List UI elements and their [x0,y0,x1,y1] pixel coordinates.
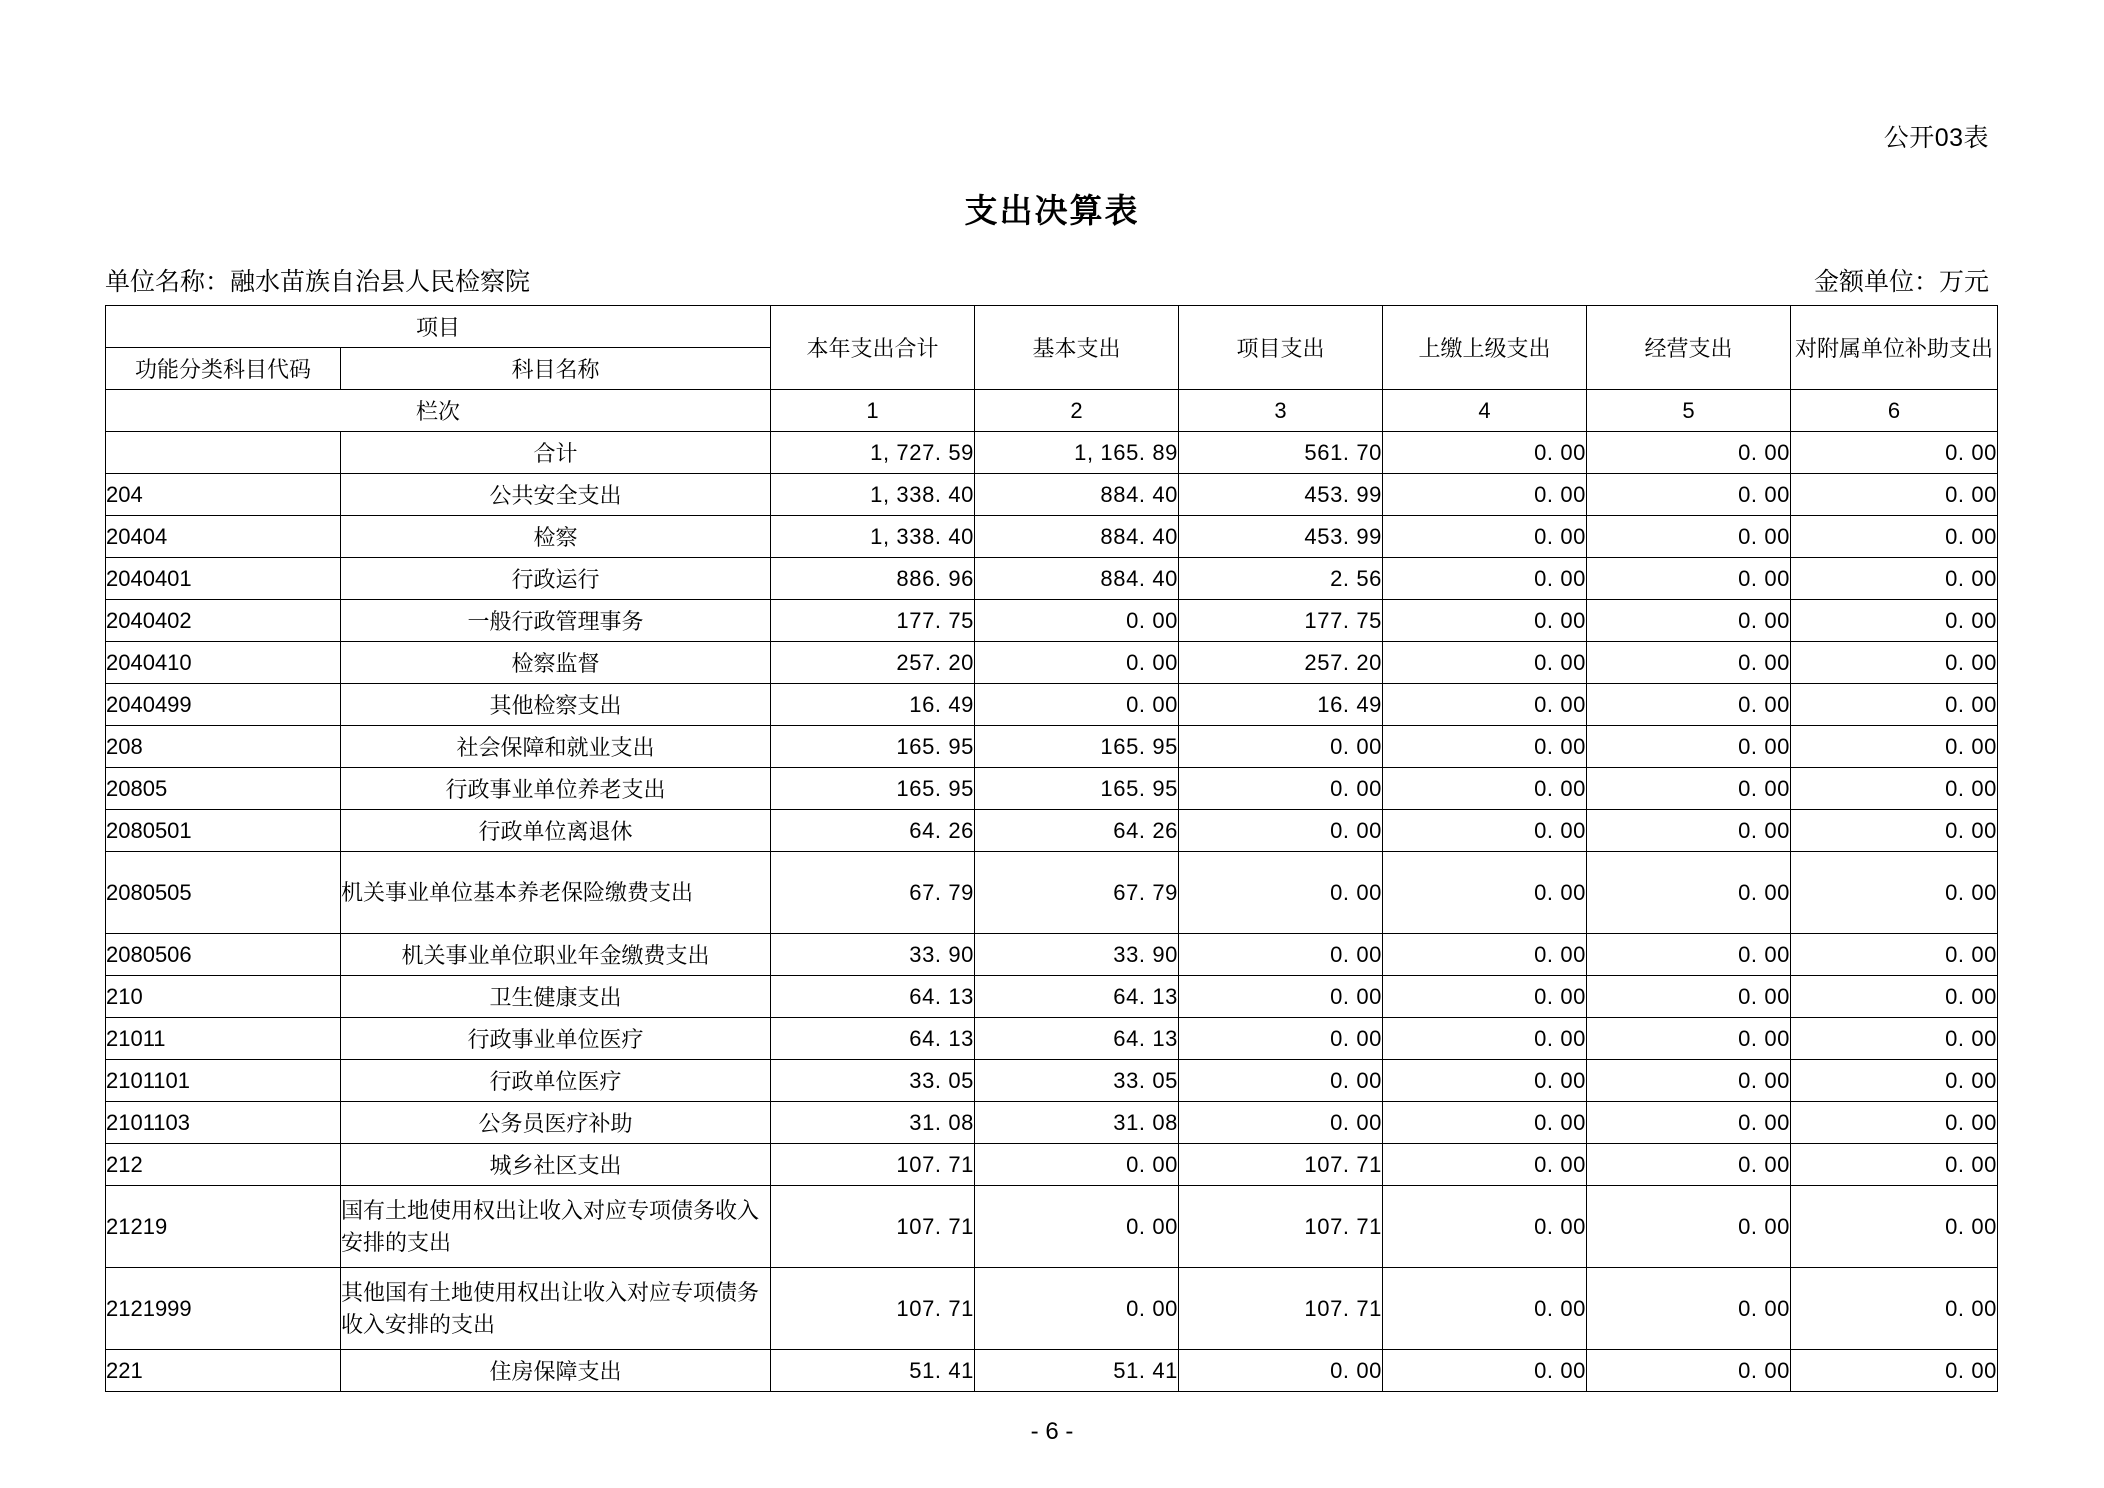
table-row [106,684,1998,726]
cell-value: 2. 56 [1179,558,1383,600]
cell-value: 0. 00 [1383,516,1587,558]
page-number: - 6 - [1030,1418,1074,1445]
cell-value: 107. 71 [1179,1144,1383,1186]
table-column-index-row [106,390,1998,432]
cell-name: 机关事业单位职业年金缴费支出 [341,934,771,976]
cell-value: 165. 95 [771,726,975,768]
column-index-5: 5 [1587,390,1791,432]
table-header-row-1 [106,306,1998,348]
cell-value: 0. 00 [1791,1268,1998,1350]
cell-value: 0. 00 [1587,810,1791,852]
cell-value: 0. 00 [1587,1186,1791,1268]
cell-value: 0. 00 [975,1144,1179,1186]
cell-value: 0. 00 [1791,432,1998,474]
cell-name: 城乡社区支出 [341,1144,771,1186]
cell-value: 0. 00 [975,684,1179,726]
cell-value: 177. 75 [1179,600,1383,642]
table-row [106,1060,1998,1102]
cell-code: 2040499 [106,684,341,726]
cell-value: 0. 00 [1587,600,1791,642]
table-row [106,642,1998,684]
cell-value: 33. 90 [771,934,975,976]
cell-value: 0. 00 [1791,1186,1998,1268]
cell-value: 0. 00 [1587,1060,1791,1102]
cell-value: 0. 00 [1179,976,1383,1018]
col-header-code: 功能分类科目代码 [106,348,341,390]
table-row [106,1268,1998,1350]
cell-value: 165. 95 [771,768,975,810]
cell-value: 453. 99 [1179,474,1383,516]
cell-code: 2101103 [106,1102,341,1144]
cell-value: 64. 26 [771,810,975,852]
cell-value: 0. 00 [1791,726,1998,768]
cell-value: 16. 49 [771,684,975,726]
cell-value: 0. 00 [1587,432,1791,474]
cell-value: 51. 41 [771,1350,975,1392]
col-header-3: 上缴上级支出 [1383,306,1587,390]
table-row [106,768,1998,810]
cell-value: 0. 00 [1383,1102,1587,1144]
cell-value: 0. 00 [1383,684,1587,726]
cell-value: 0. 00 [1179,852,1383,934]
cell-value: 107. 71 [771,1268,975,1350]
table-row [106,1144,1998,1186]
cell-code: 20404 [106,516,341,558]
cell-value: 453. 99 [1179,516,1383,558]
cell-value: 33. 05 [975,1060,1179,1102]
cell-value: 0. 00 [1791,474,1998,516]
cell-code: 2040402 [106,600,341,642]
cell-value: 0. 00 [1791,516,1998,558]
cell-code: 2040401 [106,558,341,600]
cell-name: 其他国有土地使用权出让收入对应专项债务收入安排的支出 [341,1268,771,1350]
cell-value: 0. 00 [1587,1018,1791,1060]
cell-name: 公务员医疗补助 [341,1102,771,1144]
cell-value: 0. 00 [1587,852,1791,934]
table-row [106,474,1998,516]
cell-value: 64. 13 [975,976,1179,1018]
cell-value: 0. 00 [1179,1018,1383,1060]
cell-value: 1, 338. 40 [771,474,975,516]
cell-value: 0. 00 [1587,726,1791,768]
cell-value: 0. 00 [1383,432,1587,474]
cell-value: 0. 00 [1791,1102,1998,1144]
cell-value: 0. 00 [1791,852,1998,934]
cell-value: 0. 00 [1383,558,1587,600]
cell-value: 64. 13 [771,1018,975,1060]
cell-value: 0. 00 [1587,976,1791,1018]
cell-value: 0. 00 [1791,642,1998,684]
cell-name: 行政运行 [341,558,771,600]
column-index-4: 4 [1383,390,1587,432]
unit-name-label: 单位名称：融水苗族自治县人民检察院 [105,268,531,296]
cell-code: 210 [106,976,341,1018]
cell-value: 177. 75 [771,600,975,642]
cell-value: 0. 00 [1587,642,1791,684]
cell-value: 0. 00 [1179,768,1383,810]
cell-name: 合计 [341,432,771,474]
cell-value: 64. 13 [975,1018,1179,1060]
cell-value: 0. 00 [1791,1350,1998,1392]
cell-value: 0. 00 [1791,934,1998,976]
cell-value: 257. 20 [1179,642,1383,684]
cell-value: 0. 00 [1179,726,1383,768]
cell-value: 0. 00 [975,1268,1179,1350]
meta-row [105,262,1989,296]
cell-value: 0. 00 [1383,810,1587,852]
group-header-project: 项目 [106,306,771,348]
cell-value: 0. 00 [1587,1350,1791,1392]
cell-name: 行政单位医疗 [341,1060,771,1102]
col-header-name: 科目名称 [341,348,771,390]
cell-value: 107. 71 [771,1186,975,1268]
table-row [106,852,1998,934]
col-header-2: 项目支出 [1179,306,1383,390]
cell-name: 一般行政管理事务 [341,600,771,642]
cell-value: 0. 00 [1587,558,1791,600]
cell-value: 561. 70 [1179,432,1383,474]
cell-name: 住房保障支出 [341,1350,771,1392]
table-body [106,432,1998,1392]
cell-value: 0. 00 [1383,726,1587,768]
column-index-label: 栏次 [106,390,771,432]
cell-value: 64. 26 [975,810,1179,852]
cell-value: 1, 727. 59 [771,432,975,474]
col-header-5: 对附属单位补助支出 [1791,306,1998,390]
cell-value: 0. 00 [1587,474,1791,516]
cell-name: 检察 [341,516,771,558]
cell-name: 其他检察支出 [341,684,771,726]
cell-name: 行政事业单位养老支出 [341,768,771,810]
cell-value: 107. 71 [771,1144,975,1186]
cell-value: 1, 165. 89 [975,432,1179,474]
table-row [106,1102,1998,1144]
cell-value: 0. 00 [1791,976,1998,1018]
cell-value: 0. 00 [1791,1018,1998,1060]
cell-code: 204 [106,474,341,516]
cell-value: 64. 13 [771,976,975,1018]
cell-value: 0. 00 [1587,1102,1791,1144]
cell-value: 0. 00 [1383,1018,1587,1060]
cell-value: 16. 49 [1179,684,1383,726]
cell-value: 257. 20 [771,642,975,684]
amount-unit-label: 金额单位：万元 [1813,268,1989,296]
col-header-1: 基本支出 [975,306,1179,390]
cell-value: 0. 00 [1791,684,1998,726]
cell-value: 107. 71 [1179,1268,1383,1350]
cell-value: 0. 00 [1383,642,1587,684]
cell-code: 2040410 [106,642,341,684]
cell-value: 0. 00 [1791,600,1998,642]
cell-name: 社会保障和就业支出 [341,726,771,768]
cell-value: 0. 00 [1791,558,1998,600]
table-row [106,558,1998,600]
cell-value: 0. 00 [1587,516,1791,558]
cell-code: 2080501 [106,810,341,852]
cell-code: 20805 [106,768,341,810]
column-index-3: 3 [1179,390,1383,432]
table-header [106,306,1998,432]
cell-value: 33. 05 [771,1060,975,1102]
table-row [106,432,1998,474]
form-code-label: 公开03表 [1883,124,1989,152]
cell-value: 31. 08 [975,1102,1179,1144]
cell-value: 0. 00 [1383,600,1587,642]
cell-value: 51. 41 [975,1350,1179,1392]
cell-name: 行政事业单位医疗 [341,1018,771,1060]
cell-value: 31. 08 [771,1102,975,1144]
table-row [106,1350,1998,1392]
cell-name: 国有土地使用权出让收入对应专项债务收入安排的支出 [341,1186,771,1268]
cell-value: 0. 00 [1179,934,1383,976]
page-title: 支出决算表 [964,192,1140,229]
cell-value: 0. 00 [1791,1060,1998,1102]
cell-value: 0. 00 [1383,474,1587,516]
cell-name: 公共安全支出 [341,474,771,516]
cell-value: 0. 00 [1587,934,1791,976]
cell-value: 0. 00 [1383,852,1587,934]
cell-value: 33. 90 [975,934,1179,976]
cell-value: 886. 96 [771,558,975,600]
cell-value: 0. 00 [1791,768,1998,810]
cell-name: 检察监督 [341,642,771,684]
cell-value: 0. 00 [1383,768,1587,810]
table-row [106,1186,1998,1268]
cell-value: 0. 00 [975,600,1179,642]
cell-value: 0. 00 [975,1186,1179,1268]
table-row [106,976,1998,1018]
table-row [106,934,1998,976]
cell-code: 2080506 [106,934,341,976]
cell-value: 884. 40 [975,474,1179,516]
cell-value: 0. 00 [1587,1268,1791,1350]
cell-code: 2121999 [106,1268,341,1350]
cell-code: 2101101 [106,1060,341,1102]
cell-code [106,432,341,474]
cell-value: 67. 79 [975,852,1179,934]
cell-name: 行政单位离退休 [341,810,771,852]
table-row [106,726,1998,768]
cell-value: 0. 00 [1179,1060,1383,1102]
cell-value: 0. 00 [1383,1350,1587,1392]
cell-code: 2080505 [106,852,341,934]
cell-code: 208 [106,726,341,768]
cell-value: 0. 00 [975,642,1179,684]
table-row [106,516,1998,558]
column-index-6: 6 [1791,390,1998,432]
table-row [106,810,1998,852]
cell-value: 884. 40 [975,558,1179,600]
column-index-1: 1 [771,390,975,432]
cell-value: 0. 00 [1383,976,1587,1018]
cell-value: 0. 00 [1383,1144,1587,1186]
cell-value: 165. 95 [975,768,1179,810]
cell-value: 0. 00 [1179,1102,1383,1144]
cell-value: 67. 79 [771,852,975,934]
cell-code: 21219 [106,1186,341,1268]
cell-value: 0. 00 [1587,684,1791,726]
cell-value: 107. 71 [1179,1186,1383,1268]
cell-value: 0. 00 [1383,1186,1587,1268]
cell-name: 机关事业单位基本养老保险缴费支出 [341,852,771,934]
column-index-2: 2 [975,390,1179,432]
table-row [106,1018,1998,1060]
table-row [106,600,1998,642]
expenditure-table [105,305,1998,1392]
cell-value: 0. 00 [1179,810,1383,852]
cell-value: 165. 95 [975,726,1179,768]
col-header-0: 本年支出合计 [771,306,975,390]
col-header-4: 经营支出 [1587,306,1791,390]
cell-value: 0. 00 [1179,1350,1383,1392]
cell-code: 221 [106,1350,341,1392]
cell-value: 884. 40 [975,516,1179,558]
cell-value: 0. 00 [1587,1144,1791,1186]
cell-value: 0. 00 [1383,934,1587,976]
cell-code: 212 [106,1144,341,1186]
cell-value: 0. 00 [1383,1060,1587,1102]
cell-code: 21011 [106,1018,341,1060]
cell-name: 卫生健康支出 [341,976,771,1018]
cell-value: 0. 00 [1587,768,1791,810]
cell-value: 0. 00 [1791,1144,1998,1186]
cell-value: 1, 338. 40 [771,516,975,558]
cell-value: 0. 00 [1383,1268,1587,1350]
cell-value: 0. 00 [1791,810,1998,852]
